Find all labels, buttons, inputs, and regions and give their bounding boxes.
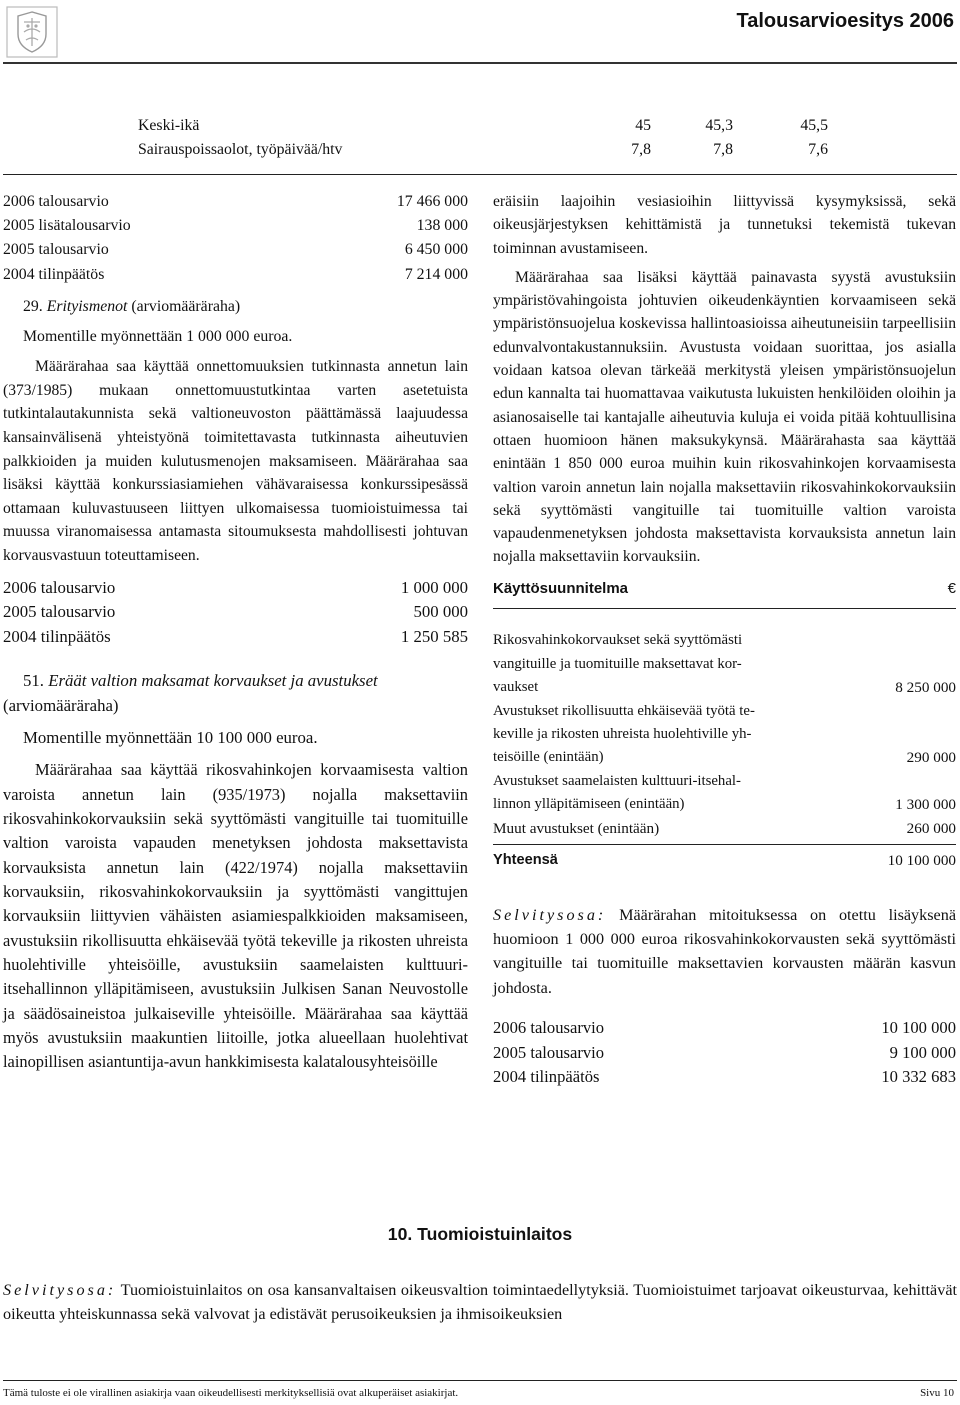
usage-label-line: Avustukset rikollisuutta ehkäisevää työtä te- — [493, 702, 755, 719]
stats-rule — [3, 174, 957, 175]
usage-label-line: vangituille ja tuomituille maksettavat kor- — [493, 655, 742, 672]
budget-row — [3, 600, 468, 625]
right-paragraph-continued: eräisiin laajoihin vesiasioihin liittyvissä kysymyksissä, sekä oikeusjärjestyksen kehittämistä ja tunnetuksi tekemistä tukevan toiminnan avustamiseen. — [493, 193, 956, 257]
section-type: (arviomääräraha) — [131, 297, 241, 315]
section-10-title: 10. Tuomioistuinlaitos — [387, 1224, 573, 1244]
usage-row-label — [493, 770, 798, 817]
budget-value: 1 000 000 — [400, 577, 468, 597]
usage-row — [493, 629, 956, 699]
footer-rule — [3, 1380, 957, 1381]
usage-plan-title: Käyttösuunnitelma — [493, 579, 629, 597]
budget-value: 9 100 000 — [889, 1042, 956, 1062]
selvitysosa-label: Selvitysosa: — [3, 1281, 117, 1299]
stats-row — [138, 114, 828, 138]
usage-label-line: Avustukset saamelaisten kulttuuri-itsehal- — [493, 772, 741, 789]
usage-label-line: keville ja rikosten uhreista huolehtiville yh- — [493, 725, 752, 742]
budget-label: 2006 talousarvio — [3, 577, 116, 597]
usage-row-value: 290 000 — [906, 749, 956, 767]
stats-value: 45,3 — [705, 117, 733, 134]
section-10-paragraph — [3, 1278, 957, 1327]
budget-row — [3, 190, 468, 214]
header-rule — [3, 62, 957, 64]
budget-label: 2006 talousarvio — [3, 193, 109, 210]
usage-total-label: Yhteensä — [493, 852, 558, 869]
section-51-paragraph: Määrärahaa saa käyttää rikosvahinkojen korvaamisesta valtion varoista annetun lain (935/1973) nojalla maksettaviin rikosvahinkokorvauksiin sekä syyttömästi vangituille tai tuomituille valtion varoista vapauden menetyksen johdosta maksettavista korvauksista annetun lain (422/1974) nojalla maksettaviin korvauksiin, rikosvahinkokorvauksiin ja syyttömästi vangittujen korvauksiin liittyvien vähäisten asiamiespalkkioiden maksamiseen, avustuksiin rikollisuutta ehkäisevää työtä tekeville ja rikosten uhreista huolehtiville yhteisöille, avustuksiin saamelaisten kulttuuri-itsehallinnon ylläpitämiseen, avustuksiin Julkisen Sanan Neuvostolle ja säädösaineistoa julkaiseville yhteisöille. Määrärahaa saa käyttää myös avustuksiin maakuntien liitoille, jotka alueellaan huolehtivat lainopillisen asiantuntija-avun hankkimisesta kalatalousyhteisöille — [3, 760, 468, 1072]
section-51-heading — [3, 669, 468, 718]
section-51-moment: Momentille myönnettään 10 100 000 euroa. — [23, 728, 318, 748]
usage-label-line: Rikosvahinkokorvaukset sekä syyttömästi — [493, 632, 743, 649]
footer-page-number: Sivu 10 — [920, 1387, 954, 1399]
section-10-text: Tuomioistuinlaitos on osa kansanvaltaisen oikeusvaltion toimintaedellytyksiä. Tuomioistuimet tarjoavat oikeusturvaa, kehittävät oikeutta yhteiskunnassa sekä valvovat ja edistävät perusoikeuksien ja ihmisoikeuksien — [3, 1281, 958, 1324]
usage-row-value: 1 300 000 — [895, 796, 956, 813]
budget-label: 2006 talousarvio — [493, 1017, 605, 1037]
budget-value: 1 250 585 — [400, 626, 468, 646]
budget-row — [3, 238, 468, 262]
section-29-heading — [3, 295, 468, 319]
budget-label: 2005 talousarvio — [3, 241, 109, 259]
stats-value: 45,5 — [800, 117, 828, 134]
stats-label: Sairauspoissaolot, työpäivää/htv — [138, 141, 343, 159]
footer-disclaimer: Tämä tuloste ei ole virallinen asiakirja vaan oikeudellisesti merkityksellisiä ovat alkuperäiset asiakirjat. — [3, 1387, 459, 1399]
section-number: 29. — [23, 297, 43, 315]
stats-value: 7,6 — [808, 141, 828, 159]
stats-row — [138, 138, 828, 162]
page-header-title: Talousarvioesitys 2006 — [736, 10, 954, 32]
budget-label: 2005 talousarvio — [3, 602, 116, 622]
budget-value: 10 100 000 — [881, 1017, 956, 1037]
usage-row — [493, 700, 956, 770]
crest-logo — [6, 6, 58, 58]
selvitysosa-label: Selvitysosa: — [493, 905, 607, 924]
budget-label: 2004 tilinpäätös — [3, 265, 105, 283]
usage-row-value: 8 250 000 — [895, 678, 956, 696]
budget-row — [3, 576, 468, 601]
budget-value: 138 000 — [416, 217, 468, 235]
usage-label-line: teisöille (enintään) — [493, 749, 604, 766]
budget-row — [493, 1065, 956, 1090]
left-column — [3, 190, 468, 1075]
budget-row — [3, 263, 468, 287]
stats-value: 7,8 — [631, 141, 651, 159]
section-number: 51. — [23, 671, 44, 691]
usage-row — [493, 770, 956, 817]
budget-row — [493, 1041, 956, 1066]
section-type: (arviomääräraha) — [3, 695, 119, 715]
usage-total-value: 10 100 000 — [887, 852, 956, 870]
budget-row — [3, 625, 468, 650]
budget-table-2 — [3, 576, 468, 650]
usage-plan-unit: € — [947, 579, 956, 597]
budget-value: 17 466 000 — [396, 193, 468, 210]
stats-value: 45 — [635, 117, 651, 134]
right-column — [493, 190, 956, 1090]
budget-value: 6 450 000 — [404, 241, 468, 259]
stats-label: Keski-ikä — [138, 117, 200, 134]
section-29-paragraph: Määrärahaa saa käyttää onnettomuuksien tutkinnasta annetun lain (373/1985) mukaan onnettomuustutkintaa varten asetetuista tutkintalautakunnista sekä valtioneuvoston päättämässä laajuudessa kansainvälisenä yhteistyönä toimitettavasta tutkinnasta aiheutuvien palkkioiden ja muiden kulutusmenojen maksamiseen. Määrärahaa saa lisäksi käyttää konkurssiasiamiehen vähävaraisessa konkurssipesässä ottamaan kuluvastuuseen liittyen ulkomaisessa tuomioistuimessa tai muussa viranomaisessa antamasta sitoumuksesta mahdollisesti johtuvan korvausvastuun toteuttamiseen. — [3, 358, 468, 564]
budget-row — [3, 214, 468, 238]
usage-label-line: vaukset — [493, 679, 539, 696]
usage-plan-header — [493, 577, 956, 610]
budget-label: 2004 tilinpäätös — [3, 626, 111, 646]
selvitysosa-paragraph — [493, 903, 956, 1000]
usage-label-line: linnon ylläpitämiseen (enintään) — [493, 796, 685, 813]
crest-icon — [6, 6, 58, 58]
budget-value: 10 332 683 — [881, 1067, 956, 1087]
usage-row-label — [493, 629, 798, 699]
budget-label: 2004 tilinpäätös — [493, 1067, 600, 1087]
selvitysosa-text: Määrärahan mitoituksessa on otettu lisäyksenä huomioon 1 000 000 euroa rikosvahinkokorvausten sekä syyttömästi vangituille tai tuomituille maksettavien korvausten määrän kasvun johdosta. — [493, 905, 957, 997]
budget-label: 2005 talousarvio — [493, 1042, 605, 1062]
budget-table-1 — [3, 190, 468, 287]
budget-value: 7 214 000 — [404, 265, 468, 283]
usage-row-label: Muut avustukset (enintään) — [493, 819, 660, 837]
usage-plan-table — [493, 577, 956, 873]
usage-row-value: 260 000 — [906, 819, 956, 837]
budget-table-3 — [493, 1016, 956, 1090]
stats-value: 7,8 — [713, 141, 733, 159]
usage-row-label — [493, 700, 798, 770]
budget-value: 500 000 — [413, 602, 468, 622]
usage-row — [493, 817, 956, 846]
right-paragraph: Määrärahaa saa lisäksi käyttää painavasta syystä avustuksiin ympäristövahingoista johtuvien oikeudenkäyntien korvaamiseen sekä ympäristönsuojelua koskevissa hallintoasioissa aiheutuneisiin tarpeellisiin edunvalvontakustannuksiin. Avustusta voidaan suorittaa, jos asialla voidaan katsoa olevan tärkeää merkitystä yleisen ympäristönsuojelun edun kannalta tai huomattavaa vaikutusta lukuisten henkilöiden oloihin ja asianosaiselle tai kantajalle aiheutuvia kuluja ei voida pitää kohtuullisina ottaen huomioon hänen maksukykynsä. Määrärahasta saa käyttää enintään 1 850 000 euroa muihin kuin rikosvahinkojen korvaamisesta valtion varoin annetun lain nojalla maksettaviin rikosvahinkokorvauksiin sekä syyttömästi vangituille tai tuomituille valtion varoista vapaudenmenetyksen johdosta maksettavista korvauksista annetun lain nojalla maksettaviin korvauksiin. — [493, 268, 956, 566]
section-title: Eräät valtion maksamat korvaukset ja avustukset — [48, 671, 378, 691]
section-29-moment: Momentille myönnettään 1 000 000 euroa. — [23, 328, 293, 346]
usage-total-row — [493, 849, 956, 873]
budget-row — [493, 1016, 956, 1041]
section-title: Erityismenot — [46, 297, 128, 315]
stats-table — [138, 114, 828, 162]
budget-label: 2005 lisätalousarvio — [3, 217, 131, 235]
